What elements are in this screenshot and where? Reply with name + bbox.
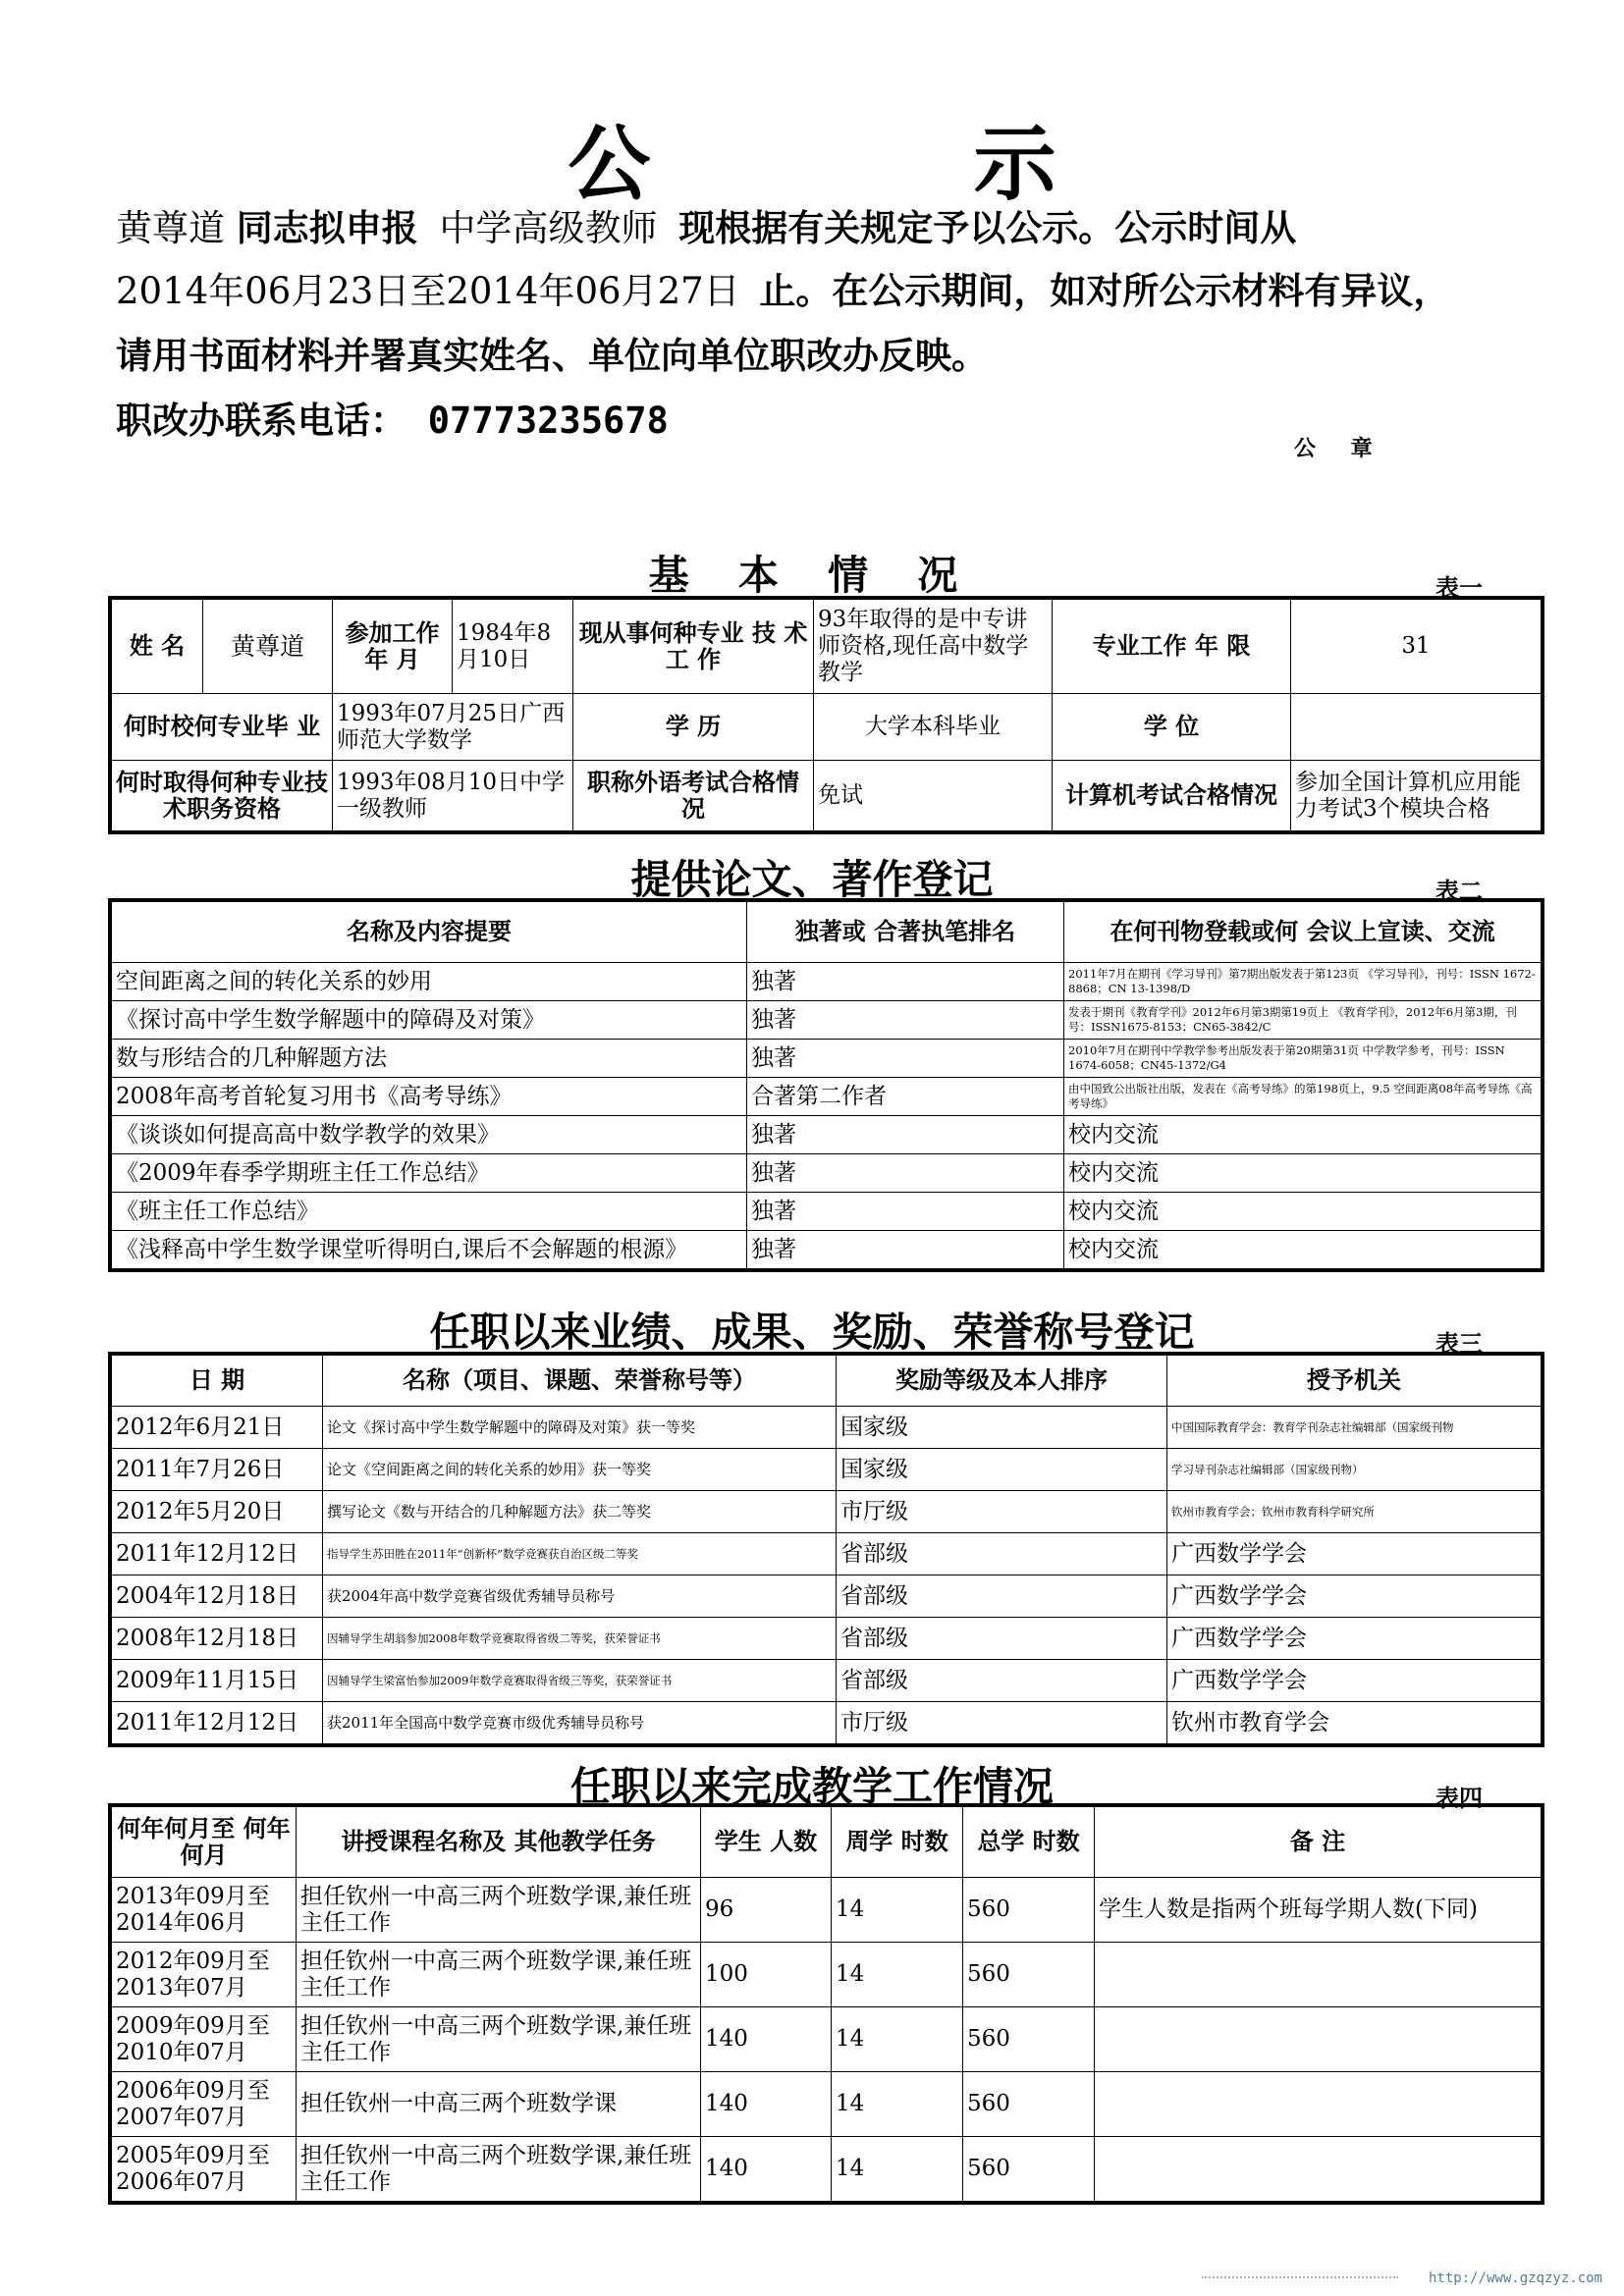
achievement-level-cell: 市厅级 [837,1702,1167,1744]
achievement-date-cell: 2012年6月21日 [112,1407,323,1449]
computer-exam-value: 参加全国计算机应用能力考试3个模块合格 [1291,761,1542,831]
notice-text-1: 同志拟申报 [236,207,418,249]
education-label: 学 历 [573,694,814,761]
work-start-value: 1984年8月10日 [453,600,573,694]
teaching-header-period: 何年何月至 何年何月 [112,1807,297,1878]
teaching-header-note: 备 注 [1095,1807,1542,1878]
paper-publication-cell: 2011年7月在期刊《学习导刊》第7期出版发表于第123页 《学习导刊》，刊号：ISSN 1672-8868；CN 13-1398/D [1064,963,1542,1001]
teaching-header-total: 总学 时数 [963,1807,1095,1878]
teaching-note-cell [1095,1943,1542,2007]
teaching-task-cell: 担任钦州一中高三两个班数学课,兼任班主任工作 [297,2137,701,2202]
table-row [112,1575,1542,1618]
paper-name-cell: 《浅释高中学生数学课堂听得明白,课后不会解题的根源》 [112,1231,747,1269]
section-achievements-title: 任职以来业绩、成果、奖励、荣誉称号登记 [429,1308,1195,1356]
page-title: 公 示 [568,116,1204,212]
teaching-note-cell [1095,2072,1542,2137]
achievement-date-cell: 2011年12月12日 [112,1533,323,1575]
notice-line-1 [116,204,1296,253]
table-row [112,1040,1542,1078]
teaching-header-students: 学生 人数 [701,1807,832,1878]
qualification-label: 何时取得何种专业技术职务资格 [112,761,333,831]
table-row [112,1660,1542,1702]
teaching-weekly-cell: 14 [832,1943,963,2007]
achievement-level-cell: 省部级 [837,1575,1167,1618]
paper-publication-cell: 校内交流 [1064,1116,1542,1154]
paper-role-cell: 独著 [747,1040,1064,1078]
paper-publication-cell: 校内交流 [1064,1154,1542,1193]
graduation-value: 1993年07月25日广西师范大学数学 [333,694,573,761]
teaching-task-cell: 担任钦州一中高三两个班数学课,兼任班主任工作 [297,1943,701,2007]
specialty-value: 93年取得的是中专讲师资格,现任高中数学教学 [814,600,1053,694]
teaching-weekly-cell: 14 [832,2072,963,2137]
computer-exam-label: 计算机考试合格情况 [1053,761,1291,831]
notice-date-range: 2014年06月23日至2014年06月27日 [116,270,740,312]
paper-name-cell: 2008年高考首轮复习用书《高考导练》 [112,1078,747,1116]
achievement-date-cell: 2011年7月26日 [112,1449,323,1491]
official-seal-label: 公 章 [1294,437,1373,461]
papers-header-publication: 在何刊物登载或何 会议上宣读、交流 [1064,902,1542,963]
teaching-students-cell: 96 [701,1878,832,1943]
achievement-org-cell: 广西数学学会 [1167,1618,1542,1660]
achievement-name-cell: 获2011年全国高中数学竞赛市级优秀辅导员称号 [323,1702,837,1744]
achievement-level-cell: 国家级 [837,1407,1167,1449]
achievement-level-cell: 省部级 [837,1660,1167,1702]
achievement-org-cell: 广西数学学会 [1167,1660,1542,1702]
teaching-total-cell: 560 [963,2137,1095,2202]
table-4-number: 表四 [1435,1785,1483,1812]
table-3-number: 表三 [1435,1330,1483,1358]
table-row [112,2072,1542,2137]
education-value: 大学本科毕业 [814,694,1053,761]
teaching-total-cell: 560 [963,2007,1095,2072]
table-row [112,1618,1542,1660]
work-start-label: 参加工作 年 月 [333,600,453,694]
foreign-language-value: 免试 [814,761,1053,831]
notice-line-3: 请用书面材料并署真实姓名、单位向单位职改办反映。 [116,335,988,377]
achievement-org-cell: 学习导刊杂志社编辑部（国家级刊物） [1167,1449,1542,1491]
graduation-label: 何时校何专业毕 业 [112,694,333,761]
teaching-students-cell: 100 [701,1943,832,2007]
table-row [112,1231,1542,1269]
applied-position: 中学高级教师 [439,207,658,249]
table-row [112,1533,1542,1575]
paper-name-cell: 《谈谈如何提高高中数学教学的效果》 [112,1116,747,1154]
footer-url: http://www.gzqzyz.com [1428,2270,1602,2286]
paper-name-cell: 数与形结合的几种解题方法 [112,1040,747,1078]
table-row [112,1193,1542,1231]
table-1-number: 表一 [1435,574,1483,602]
teaching-total-cell: 560 [963,1878,1095,1943]
foreign-language-label: 职称外语考试合格情况 [573,761,814,831]
section-teaching-title: 任职以来完成教学工作情况 [570,1763,1054,1810]
notice-text-3: 止。在公示期间，如对所公示材料有异议， [759,270,1450,312]
table-row [112,1078,1542,1116]
papers-header-role: 独著或 合著执笔排名 [747,902,1064,963]
teaching-task-cell: 担任钦州一中高三两个班数学课 [297,2072,701,2137]
qualification-value: 1993年08月10日中学一级教师 [333,761,573,831]
achievements-table [111,1355,1542,1744]
basic-info-table [111,599,1542,831]
achievements-header-org: 授予机关 [1167,1356,1542,1407]
achievement-org-cell: 广西数学学会 [1167,1533,1542,1575]
paper-name-cell: 《探讨高中学生数学解题中的障碍及对策》 [112,1001,747,1040]
teaching-total-cell: 560 [963,1943,1095,2007]
notice-line-2 [116,267,1449,316]
teaching-weekly-cell: 14 [832,2137,963,2202]
teaching-header-task: 讲授课程名称及 其他教学任务 [297,1807,701,1878]
degree-label: 学 位 [1053,694,1291,761]
paper-publication-cell: 由中国致公出版社出版，发表在《高考导练》的第198页上，9.5 空间距离08年高考导练《高考导练》 [1064,1078,1542,1116]
achievement-org-cell: 钦州市教育学会；钦州市教育科学研究所 [1167,1491,1542,1533]
table-row [112,1116,1542,1154]
teaching-note-cell [1095,2007,1542,2072]
achievement-org-cell: 广西数学学会 [1167,1575,1542,1618]
teaching-task-cell: 担任钦州一中高三两个班数学课,兼任班主任工作 [297,1878,701,1943]
achievement-name-cell: 指导学生苏田胜在2011年“创新杯”数学竞赛获自治区级二等奖 [323,1533,837,1575]
applicant-name: 黄尊道 [116,207,225,249]
table-row [112,1491,1542,1533]
teaching-students-cell: 140 [701,2007,832,2072]
achievements-header-date: 日 期 [112,1356,323,1407]
teaching-weekly-cell: 14 [832,1878,963,1943]
notice-text-2: 现根据有关规定予以公示。公示时间从 [678,207,1297,249]
achievement-level-cell: 国家级 [837,1449,1167,1491]
paper-role-cell: 独著 [747,963,1064,1001]
papers-table [111,901,1542,1269]
table-row [112,1702,1542,1744]
teaching-header-weekly: 周学 时数 [832,1807,963,1878]
footer-decoration [1202,2276,1398,2278]
achievement-date-cell: 2012年5月20日 [112,1491,323,1533]
achievement-date-cell: 2004年12月18日 [112,1575,323,1618]
table-2-number: 表二 [1435,878,1483,905]
achievement-date-cell: 2008年12月18日 [112,1618,323,1660]
achievement-name-cell: 因辅导学生胡翁参加2008年数学竞赛取得省级二等奖，获荣誉证书 [323,1618,837,1660]
teaching-period-cell: 2009年09月至2010年07月 [112,2007,297,2072]
achievement-org-cell: 中国国际教育学会：教育学刊杂志社编辑部（国家级刊物 [1167,1407,1542,1449]
years-value: 31 [1291,600,1542,694]
paper-publication-cell: 发表于期刊《教育学刊》2012年6月第3期第19页上 《教育学刊》，2012年6月第3期，刊号：ISSN1675-8153；CN65-3842/C [1064,1001,1542,1040]
table-row [112,2007,1542,2072]
paper-role-cell: 独著 [747,1231,1064,1269]
achievements-header-name: 名称（项目、课题、荣誉称号等） [323,1356,837,1407]
table-row [112,1001,1542,1040]
achievements-header-level: 奖励等级及本人排序 [837,1356,1167,1407]
achievement-name-cell: 论文《空间距离之间的转化关系的妙用》获一等奖 [323,1449,837,1491]
notice-contact [116,397,669,446]
specialty-label: 现从事何种专业 技 术 工 作 [573,600,814,694]
teaching-period-cell: 2012年09月至2013年07月 [112,1943,297,2007]
phone-number: 07773235678 [427,400,669,442]
achievement-level-cell: 省部级 [837,1533,1167,1575]
years-label: 专业工作 年 限 [1053,600,1291,694]
table-row [112,1154,1542,1193]
paper-publication-cell: 校内交流 [1064,1193,1542,1231]
degree-value [1291,694,1542,761]
table-row [112,1943,1542,2007]
paper-name-cell: 《2009年春季学期班主任工作总结》 [112,1154,747,1193]
table-row [112,963,1542,1001]
teaching-note-cell [1095,2137,1542,2202]
paper-role-cell: 独著 [747,1193,1064,1231]
achievement-name-cell: 获2004年高中数学竞赛省级优秀辅导员称号 [323,1575,837,1618]
paper-role-cell: 独著 [747,1116,1064,1154]
teaching-note-cell: 学生人数是指两个班每学期人数(下同) [1095,1878,1542,1943]
paper-role-cell: 独著 [747,1154,1064,1193]
table-row [112,2137,1542,2202]
achievement-org-cell: 钦州市教育学会 [1167,1702,1542,1744]
achievement-name-cell: 因辅导学生梁富怡参加2009年数学竞赛取得省级三等奖，获荣誉证书 [323,1660,837,1702]
achievement-date-cell: 2011年12月12日 [112,1702,323,1744]
paper-role-cell: 合著第二作者 [747,1078,1064,1116]
paper-publication-cell: 校内交流 [1064,1231,1542,1269]
paper-role-cell: 独著 [747,1001,1064,1040]
teaching-total-cell: 560 [963,2072,1095,2137]
teaching-table [111,1806,1542,2202]
teaching-weekly-cell: 14 [832,2007,963,2072]
achievement-name-cell: 撰写论文《数与开结合的几种解题方法》获二等奖 [323,1491,837,1533]
section-basic-title: 基 本 情 况 [648,552,976,599]
achievement-date-cell: 2009年11月15日 [112,1660,323,1702]
phone-label: 职改办联系电话： [116,400,406,442]
table-row [112,1407,1542,1449]
achievement-name-cell: 论文《探讨高中学生数学解题中的障碍及对策》获一等奖 [323,1407,837,1449]
teaching-students-cell: 140 [701,2137,832,2202]
teaching-students-cell: 140 [701,2072,832,2137]
paper-publication-cell: 2010年7月在期刊中学教学参考出版发表于第20期第31页 中学教学参考，刊号：ISSN 1674-6058；CN45-1372/G4 [1064,1040,1542,1078]
achievement-level-cell: 省部级 [837,1618,1167,1660]
achievement-level-cell: 市厅级 [837,1491,1167,1533]
name-value: 黄尊道 [203,600,333,694]
papers-header-name: 名称及内容提要 [112,902,747,963]
teaching-period-cell: 2005年09月至2006年07月 [112,2137,297,2202]
name-label: 姓 名 [112,600,203,694]
teaching-period-cell: 2013年09月至2014年06月 [112,1878,297,1943]
teaching-period-cell: 2006年09月至2007年07月 [112,2072,297,2137]
teaching-task-cell: 担任钦州一中高三两个班数学课,兼任班主任工作 [297,2007,701,2072]
paper-name-cell: 《班主任工作总结》 [112,1193,747,1231]
section-papers-title: 提供论文、著作登记 [630,856,994,903]
table-row [112,1449,1542,1491]
paper-name-cell: 空间距离之间的转化关系的妙用 [112,963,747,1001]
table-row [112,1878,1542,1943]
